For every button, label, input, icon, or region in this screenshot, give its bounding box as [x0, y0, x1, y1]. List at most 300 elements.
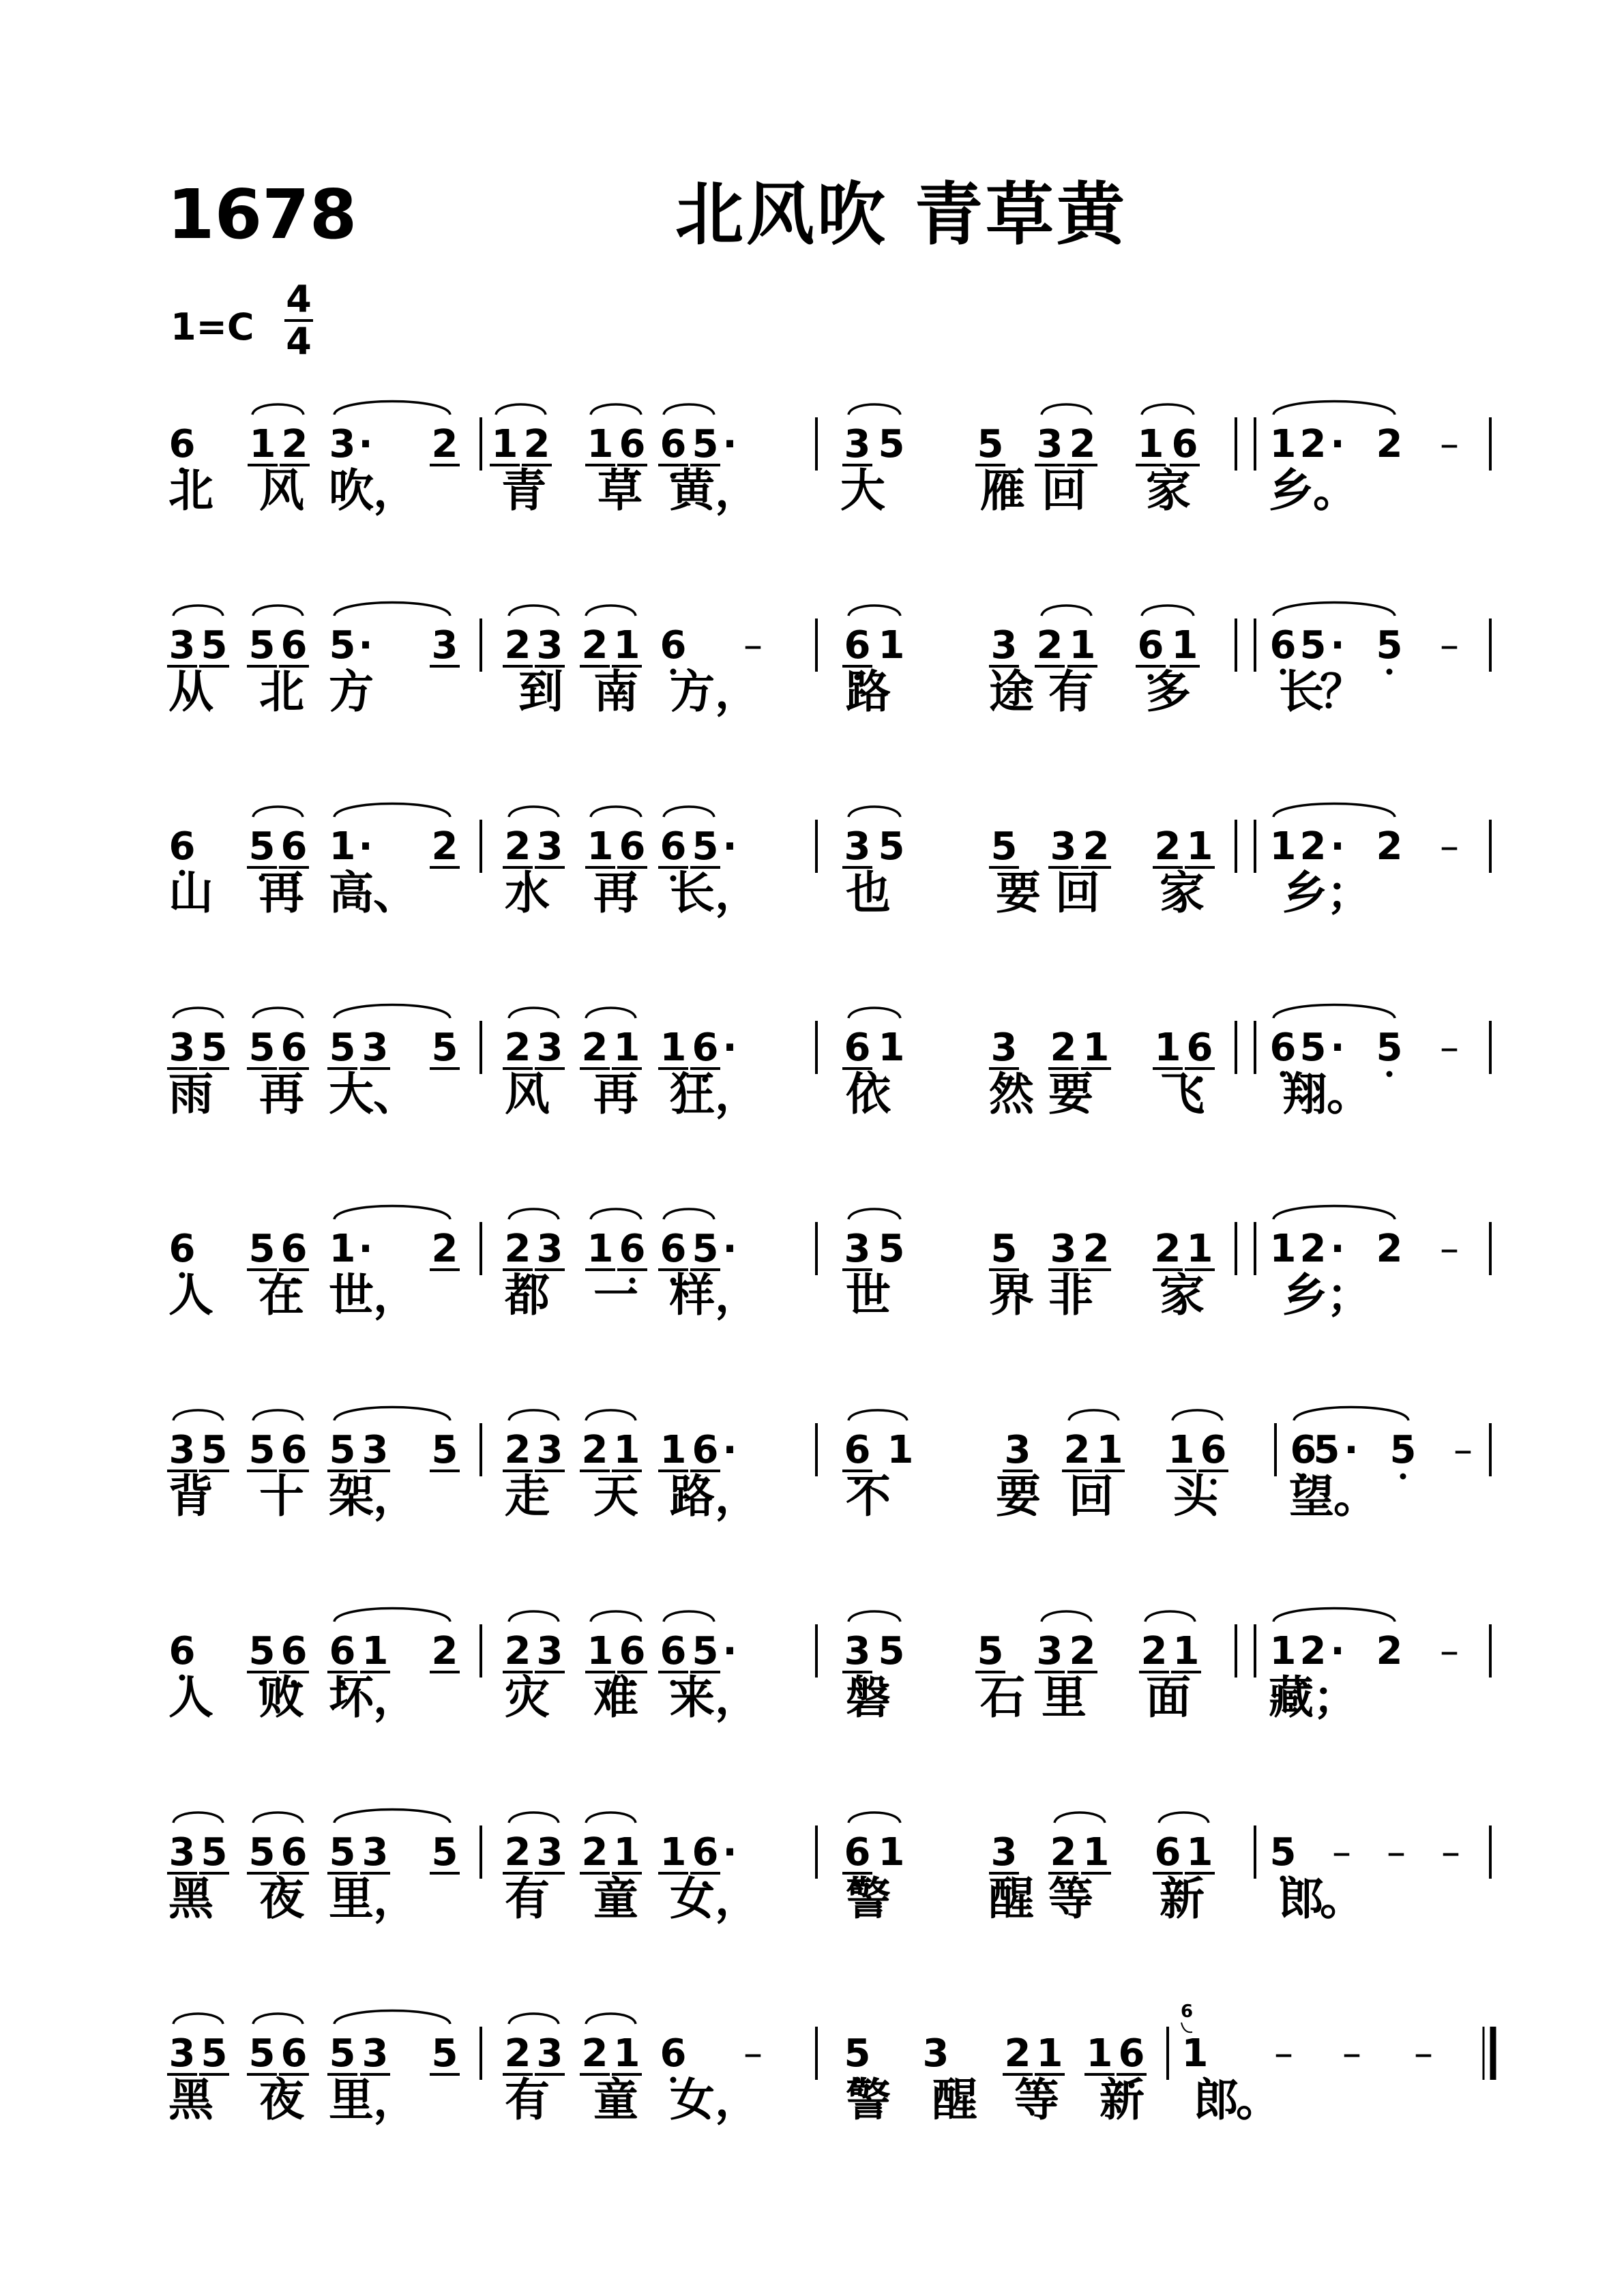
note-digit: 2	[1069, 1629, 1096, 1673]
note-digit: 3	[168, 2031, 196, 2076]
note-digit: 5	[431, 2031, 458, 2076]
note-digit: 3	[168, 1026, 196, 1070]
slur-tie	[1273, 804, 1395, 818]
note-digit: 6	[619, 1227, 646, 1271]
augmentation-dot: ·	[358, 422, 373, 466]
lyric-char: 坏	[329, 1671, 374, 1724]
lyric-char: 里	[329, 1873, 374, 1925]
note-digit: 5	[248, 1830, 276, 1875]
lyric-char: 望	[1289, 1470, 1334, 1523]
slur-tie	[253, 1813, 303, 1823]
score-system	[0, 1575, 1624, 1739]
note-digit: 2	[1299, 824, 1327, 869]
note-digit: 1	[329, 1227, 356, 1271]
lyric-char: 方	[670, 666, 715, 718]
lyric-char: ？	[1320, 666, 1365, 718]
note-digit: 6	[280, 623, 308, 668]
note-digit: 3	[536, 1026, 563, 1070]
lyric-char: 童	[593, 1873, 638, 1925]
slur-tie	[334, 804, 450, 818]
note-digit: 2	[1082, 824, 1110, 869]
note-digit: 5	[431, 1830, 458, 1875]
lyric-char: 醒	[932, 2074, 977, 2126]
slur-tie	[253, 1410, 303, 1420]
note-digit: 1	[1186, 1830, 1213, 1875]
slur-tie	[509, 1813, 559, 1823]
note-digit: 2	[523, 422, 550, 466]
lyric-char: 女	[670, 1873, 715, 1925]
lyric-char: 依	[846, 1068, 891, 1120]
lyric-char: 回	[1069, 1470, 1114, 1523]
lyric-char: 草	[597, 464, 643, 517]
lyric-char: 头	[1173, 1470, 1218, 1523]
note-digit: 2	[281, 422, 308, 466]
lyric-char: 有	[505, 2074, 550, 2126]
lyric-char: 路	[846, 666, 891, 718]
lyric-char: 再	[593, 1068, 638, 1120]
lyric-char: 家	[1160, 1269, 1205, 1322]
lyric-char: ，	[715, 1671, 760, 1724]
lyric-char: ，	[373, 1470, 418, 1523]
slur-tie	[1145, 1611, 1195, 1622]
note-digit: 2	[504, 1428, 531, 1472]
lyrics-line	[0, 457, 1624, 525]
note-digit: 5	[692, 1227, 719, 1271]
lyric-char: ；	[1313, 1671, 1358, 1724]
slur-tie	[586, 1813, 636, 1823]
score-system	[0, 972, 1624, 1135]
note-digit: 6	[280, 1026, 308, 1070]
note-digit: 1	[1096, 1428, 1123, 1472]
note-digit: 5	[201, 1026, 228, 1070]
slur-tie	[586, 1008, 636, 1018]
note-digit: 5	[1376, 1026, 1403, 1070]
note-digit: 3	[536, 824, 563, 869]
note-digit: 1	[613, 2031, 640, 2076]
slur-tie	[334, 1206, 450, 1220]
augmentation-dot: ·	[1344, 1428, 1359, 1472]
note-digit: 2	[504, 1227, 531, 1271]
augmentation-dot: ·	[722, 1629, 737, 1673]
lyric-char: 警	[846, 1873, 891, 1925]
note-digit: 3	[361, 2031, 389, 2076]
score-system	[0, 1776, 1624, 1940]
lyric-char: 败	[259, 1671, 304, 1724]
sustain-dash: –	[1414, 2031, 1433, 2076]
note-digit: 3	[1036, 422, 1063, 466]
note-digit: 1	[1137, 422, 1164, 466]
lyric-char: 等	[1048, 1873, 1093, 1925]
slur-tie	[1172, 1410, 1222, 1420]
lyric-char: 飞	[1160, 1068, 1205, 1120]
lyric-char: 藏	[1269, 1671, 1314, 1724]
slur-tie	[509, 1611, 559, 1622]
note-digit: 3	[990, 623, 1018, 668]
note-digit: 5	[431, 1026, 458, 1070]
note-digit: 6	[168, 1629, 196, 1673]
note-digit: 2	[431, 422, 458, 466]
note-digit: 6	[280, 824, 308, 869]
note-digit: 2	[1050, 1830, 1077, 1875]
note-digit: 5	[1389, 1428, 1417, 1472]
note-digit: 5	[1376, 623, 1403, 668]
note-digit: 1	[249, 422, 276, 466]
lyric-char: 有	[1048, 666, 1093, 718]
lyric-char: ，	[715, 867, 760, 919]
slur-tie	[848, 1209, 900, 1219]
lyric-char: 黑	[168, 1873, 213, 1925]
lyric-char: ，	[715, 1873, 760, 1925]
lyrics-line	[0, 2066, 1624, 2134]
lyric-char: 要	[996, 867, 1041, 919]
note-digit: 3	[1004, 1428, 1031, 1472]
note-digit: 6	[1186, 1026, 1213, 1070]
note-digit: 2	[581, 2031, 608, 2076]
note-digit: 5	[1299, 1026, 1327, 1070]
slur-tie	[1273, 1005, 1395, 1019]
lyric-char: 再	[593, 867, 638, 919]
note-digit: 3	[536, 1227, 563, 1271]
note-digit: 6	[1269, 1026, 1297, 1070]
lyric-char: 大	[329, 1068, 374, 1120]
slur-tie	[1273, 402, 1395, 415]
lyric-char: 翔	[1282, 1068, 1327, 1120]
lyric-char: 途	[989, 666, 1034, 718]
score-system	[0, 368, 1624, 532]
note-digit: 1	[1036, 2031, 1063, 2076]
slur-tie	[253, 2014, 303, 2024]
lyric-char: 从	[168, 666, 213, 718]
note-digit: 2	[1154, 1227, 1181, 1271]
slur-tie	[664, 807, 714, 817]
lyric-char: 长	[1279, 666, 1324, 718]
slur-tie	[496, 404, 546, 415]
note-digit: 3	[990, 1026, 1018, 1070]
note-digit: 6	[280, 1227, 308, 1271]
note-digit: 5	[878, 1227, 905, 1271]
note-digit: 2	[504, 623, 531, 668]
lyric-char: 夜	[259, 1873, 304, 1925]
note-digit: 6	[844, 1830, 871, 1875]
slur-tie	[253, 807, 303, 817]
note-digit: 1	[1269, 422, 1297, 466]
slur-tie	[586, 2014, 636, 2024]
note-digit: 3	[922, 2031, 949, 2076]
note-digit: 6	[660, 824, 687, 869]
sustain-dash: –	[743, 2031, 763, 2076]
note-digit: 6	[329, 1629, 356, 1673]
slur-tie	[1042, 606, 1091, 616]
lyric-char: 难	[593, 1671, 638, 1724]
slur-tie	[848, 606, 900, 616]
sustain-dash: –	[1440, 623, 1459, 668]
lyric-char: 。	[1236, 2074, 1281, 2126]
slur-tie	[1294, 1407, 1408, 1421]
note-digit: 2	[1154, 824, 1181, 869]
lyric-char: 长	[670, 867, 715, 919]
slur-tie	[334, 1005, 450, 1019]
note-digit: 6	[660, 1227, 687, 1271]
note-digit: 1	[1269, 1629, 1297, 1673]
note-digit: 1	[1269, 824, 1297, 869]
lyric-char: 世	[846, 1269, 891, 1322]
augmentation-dot: ·	[722, 1227, 737, 1271]
note-digit: 1	[660, 1428, 687, 1472]
slur-tie	[1042, 1611, 1091, 1622]
augmentation-dot: ·	[722, 1026, 737, 1070]
slur-tie	[509, 2014, 559, 2024]
note-digit: 3	[1036, 1629, 1063, 1673]
note-digit: 6	[692, 1428, 719, 1472]
note-digit: 5	[201, 1830, 228, 1875]
grace-note: 6	[1180, 2001, 1194, 2022]
lyric-char: 雨	[168, 1068, 213, 1120]
lyric-char: 背	[168, 1470, 213, 1523]
note-digit: 6	[168, 824, 196, 869]
lyric-char: 童	[593, 2074, 638, 2126]
lyrics-line	[0, 1463, 1624, 1531]
lyric-char: 。	[1327, 1068, 1372, 1120]
slur-tie	[848, 404, 900, 415]
sustain-dash: –	[1387, 1830, 1406, 1875]
note-digit: 1	[878, 1830, 905, 1875]
note-digit: 6	[619, 1629, 646, 1673]
note-digit: 2	[581, 1830, 608, 1875]
note-digit: 5	[431, 1428, 458, 1472]
note-digit: 6	[1290, 1428, 1317, 1472]
augmentation-dot: ·	[722, 1428, 737, 1472]
lyric-char: 要	[1048, 1068, 1093, 1120]
note-digit: 2	[504, 2031, 531, 2076]
lyric-char: ；	[1327, 867, 1372, 919]
lyric-char: ，	[715, 1068, 760, 1120]
lyric-char: 家	[1160, 867, 1205, 919]
lyric-char: ，	[715, 666, 760, 718]
slur-tie	[664, 1209, 714, 1219]
time-signature	[283, 280, 314, 361]
lyric-char: 。	[1333, 1470, 1378, 1523]
note-digit: 6	[619, 422, 646, 466]
lyric-char: 非	[1048, 1269, 1093, 1322]
song-number: 1678	[167, 175, 357, 254]
lyric-char: 高	[329, 867, 374, 919]
slur-tie	[848, 1410, 907, 1420]
lyric-char: 乡	[1282, 1269, 1327, 1322]
note-digit: 1	[613, 1830, 640, 1875]
note-digit: 6	[660, 422, 687, 466]
note-digit: 1	[1082, 1026, 1110, 1070]
lyric-char: 要	[996, 1470, 1041, 1523]
augmentation-dot: ·	[722, 824, 737, 869]
note-digit: 5	[201, 2031, 228, 2076]
note-digit: 3	[361, 1428, 389, 1472]
lyric-char: 新	[1099, 2074, 1145, 2126]
slur-tie	[1159, 1813, 1209, 1823]
note-digit: 1	[887, 1428, 914, 1472]
lyric-char: 大	[840, 464, 885, 517]
note-digit: 6	[660, 1629, 687, 1673]
lyric-char: 等	[1014, 2074, 1059, 2126]
sustain-dash: –	[1453, 1428, 1473, 1472]
note-digit: 6	[168, 422, 196, 466]
lyric-char: 风	[259, 464, 304, 517]
lyric-char: 有	[505, 1873, 550, 1925]
note-digit: 1	[1181, 2031, 1209, 2076]
note-digit: 1	[613, 623, 640, 668]
lyric-char: 石	[980, 1671, 1025, 1724]
note-digit: 3	[844, 824, 871, 869]
slur-tie	[334, 1609, 450, 1622]
note-digit: 6	[1137, 623, 1164, 668]
lyric-char: ，	[715, 1470, 760, 1523]
note-digit: 3	[536, 2031, 563, 2076]
note-digit: 2	[1376, 1629, 1403, 1673]
lyric-char: 黄	[670, 464, 715, 517]
lyric-char: ，	[715, 464, 760, 517]
lyric-char: 多	[1146, 666, 1191, 718]
slur-tie	[252, 404, 304, 415]
note-digit: 1	[1168, 1428, 1195, 1472]
note-digit: 3	[536, 1830, 563, 1875]
lyric-char: 女	[670, 2074, 715, 2126]
note-digit: 2	[581, 1026, 608, 1070]
note-digit: 1	[587, 1629, 614, 1673]
note-digit: 1	[1086, 2031, 1113, 2076]
note-digit: 2	[1050, 1026, 1077, 1070]
augmentation-dot: ·	[722, 1830, 737, 1875]
slur-tie	[173, 606, 223, 616]
augmentation-dot: ·	[358, 1227, 373, 1271]
lyric-char: 到	[518, 666, 563, 718]
note-digit: 2	[1069, 422, 1096, 466]
note-digit: 2	[1376, 422, 1403, 466]
lyric-char: 十	[259, 1470, 304, 1523]
lyric-char: 样	[670, 1269, 715, 1322]
note-digit: 3	[844, 1629, 871, 1673]
note-digit: 2	[581, 623, 608, 668]
slur-tie	[509, 807, 559, 817]
note-digit: 5	[692, 422, 719, 466]
note-digit: 3	[536, 1428, 563, 1472]
note-digit: 2	[504, 824, 531, 869]
note-digit: 1	[1172, 1629, 1200, 1673]
lyric-char: 风	[505, 1068, 550, 1120]
slur-tie	[509, 606, 559, 616]
lyric-char: 方	[329, 666, 374, 718]
lyric-char: 、	[373, 867, 418, 919]
note-digit: 3	[1050, 824, 1077, 869]
note-digit: 6	[168, 1227, 196, 1271]
lyric-char: 走	[505, 1470, 550, 1523]
lyrics-line	[0, 658, 1624, 726]
note-digit: 2	[1063, 1428, 1091, 1472]
note-digit: 1	[613, 1428, 640, 1472]
lyric-char: 灾	[505, 1671, 550, 1724]
slur-tie	[1142, 606, 1194, 616]
note-digit: 5	[990, 824, 1018, 869]
lyric-char: 乡	[1269, 464, 1314, 517]
sustain-dash: –	[1440, 824, 1459, 869]
note-digit: 2	[1140, 1629, 1168, 1673]
slur-tie	[173, 1410, 223, 1420]
note-digit: 3	[536, 623, 563, 668]
sustain-dash: –	[1274, 2031, 1293, 2076]
note-digit: 6	[692, 1026, 719, 1070]
note-digit: 3	[536, 1629, 563, 1673]
note-digit: 5	[248, 1026, 276, 1070]
note-digit: 6	[1269, 623, 1297, 668]
slur-tie	[509, 1209, 559, 1219]
note-digit: 5	[329, 1026, 356, 1070]
lyric-char: 在	[259, 1269, 304, 1322]
note-digit: 1	[1069, 623, 1096, 668]
note-digit: 5	[692, 1629, 719, 1673]
note-digit: 3	[168, 1428, 196, 1472]
lyric-char: 南	[593, 666, 638, 718]
sustain-dash: –	[1441, 1830, 1460, 1875]
note-digit: 6	[844, 1428, 871, 1472]
note-digit: 5	[977, 422, 1004, 466]
lyric-char: 也	[846, 867, 891, 919]
note-digit: 1	[1186, 1227, 1213, 1271]
note-digit: 3	[361, 1026, 389, 1070]
lyric-char: 黑	[168, 2074, 213, 2126]
slur-tie	[848, 1813, 900, 1823]
note-digit: 5	[329, 623, 356, 668]
note-digit: 5	[878, 824, 905, 869]
note-digit: 3	[990, 1830, 1018, 1875]
lyric-char: 新	[1160, 1873, 1205, 1925]
note-digit: 2	[1004, 2031, 1031, 2076]
lyric-char: ，	[715, 1269, 760, 1322]
slur-tie	[334, 1810, 450, 1823]
note-digit: 1	[1082, 1830, 1110, 1875]
note-digit: 5	[1269, 1830, 1297, 1875]
score-system	[0, 771, 1624, 934]
note-digit: 1	[660, 1026, 687, 1070]
slur-tie	[664, 404, 714, 415]
note-digit: 6	[280, 2031, 308, 2076]
lyric-char: 警	[846, 2074, 891, 2126]
note-digit: 1	[587, 824, 614, 869]
slur-tie	[586, 606, 636, 616]
note-digit: 6	[280, 1830, 308, 1875]
augmentation-dot: ·	[1330, 824, 1345, 869]
lyric-char: 然	[989, 1068, 1034, 1120]
sustain-dash: –	[1332, 1830, 1351, 1875]
lyric-char: 青	[501, 464, 546, 517]
slur-tie	[1069, 1410, 1119, 1420]
lyric-char: 都	[505, 1269, 550, 1322]
note-digit: 2	[581, 1428, 608, 1472]
lyric-char: 一	[593, 1269, 638, 1322]
augmentation-dot: ·	[358, 824, 373, 869]
note-digit: 5	[878, 422, 905, 466]
lyric-char: 、	[373, 1068, 418, 1120]
slur-tie	[586, 1410, 636, 1420]
note-digit: 3	[431, 623, 458, 668]
slur-tie	[1273, 603, 1395, 616]
lyric-char: 水	[505, 867, 550, 919]
time-denominator: 4	[286, 320, 312, 363]
note-digit: 2	[1299, 1629, 1327, 1673]
note-digit: 6	[280, 1629, 308, 1673]
slur-tie	[591, 1209, 641, 1219]
note-digit: 3	[329, 422, 356, 466]
note-digit: 1	[878, 623, 905, 668]
lyrics-line	[0, 1262, 1624, 1330]
lyrics-line	[0, 1865, 1624, 1933]
